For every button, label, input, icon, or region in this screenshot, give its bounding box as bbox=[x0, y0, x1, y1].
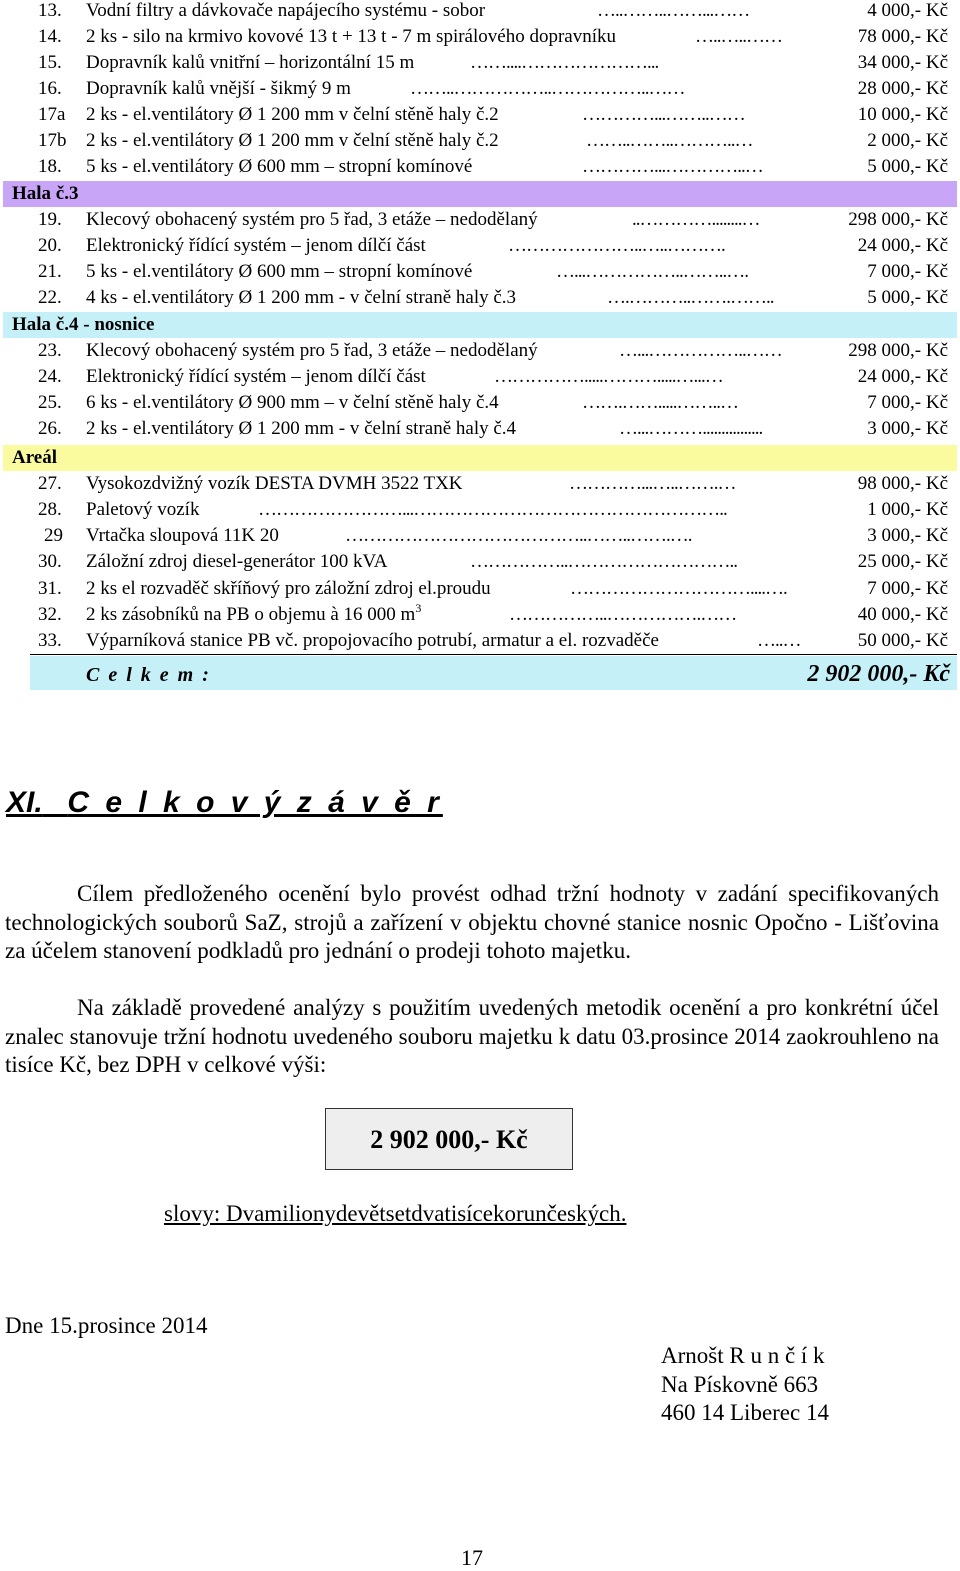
row-leader-dots: …….…….....……..… bbox=[582, 392, 738, 413]
row-number: 30. bbox=[38, 551, 62, 572]
row-leader-dots: …...……………..…… bbox=[619, 340, 782, 361]
table-row bbox=[0, 24, 960, 50]
table-row bbox=[0, 523, 960, 549]
row-description bbox=[86, 602, 421, 628]
table-row bbox=[0, 497, 960, 523]
row-number: 18. bbox=[38, 156, 62, 177]
row-description: Klecový obohacený systém pro 5 řad, 3 etáže – nedodělaný bbox=[86, 340, 538, 361]
page-number: 17 bbox=[461, 1545, 483, 1570]
table-row bbox=[0, 76, 960, 102]
row-price: 7 000,- Kč bbox=[867, 261, 948, 282]
row-number: 20. bbox=[38, 235, 62, 256]
table-row bbox=[0, 102, 960, 128]
section-header-hala3 bbox=[3, 181, 957, 207]
table-row bbox=[0, 233, 960, 259]
total-row bbox=[30, 656, 957, 690]
row-leader-dots: …………...…………..… bbox=[582, 156, 763, 177]
row-leader-dots: ……………..…………….…… bbox=[509, 604, 737, 625]
table-row bbox=[0, 0, 960, 24]
row-description-text: 2 ks zásobníků na PB o objemu à 16 000 m bbox=[86, 604, 416, 625]
row-leader-dots: …..……..……...…… bbox=[597, 0, 750, 21]
row-leader-dots: …………………..…..………. bbox=[508, 235, 725, 256]
row-number: 21. bbox=[38, 261, 62, 282]
row-description: Záložní zdroj diesel-generátor 100 kVA bbox=[86, 551, 388, 572]
row-price: 3 000,- Kč bbox=[867, 418, 948, 439]
section-number: XI. bbox=[6, 786, 43, 819]
row-number: 24. bbox=[38, 366, 62, 387]
row-leader-dots: …...………................ bbox=[619, 418, 763, 439]
row-description: 4 ks - el.ventilátory Ø 1 200 mm - v čelní straně haly č.3 bbox=[86, 287, 517, 308]
table-row bbox=[0, 207, 960, 233]
row-description: 5 ks - el.ventilátory Ø 600 mm – stropní komínové bbox=[86, 156, 473, 177]
row-price: 7 000,- Kč bbox=[867, 392, 948, 413]
row-description: 2 ks - el.ventilátory Ø 1 200 mm - v čelní straně haly č.4 bbox=[86, 418, 517, 439]
row-leader-dots: ……..……..………..… bbox=[586, 130, 753, 151]
row-leader-dots: ..…………........… bbox=[632, 209, 760, 230]
row-description: Vodní filtry a dávkovače napájecího systému - sobor bbox=[86, 0, 486, 21]
section-title: C e l k o v ý z á v ě r bbox=[67, 786, 443, 819]
row-description: 2 ks el rozvaděč skříňový pro záložní zdroj el.proudu bbox=[86, 578, 491, 599]
row-price: 3 000,- Kč bbox=[867, 525, 948, 546]
table-row bbox=[0, 549, 960, 575]
row-price: 50 000,- Kč bbox=[857, 630, 948, 651]
row-price: 24 000,- Kč bbox=[857, 366, 948, 387]
row-description: 2 ks - el.ventilátory Ø 1 200 mm v čelní stěně haly č.2 bbox=[86, 104, 499, 125]
row-description: Dopravník kalů vnější - šikmý 9 m bbox=[86, 78, 351, 99]
row-number: 23. bbox=[38, 340, 62, 361]
row-price: 98 000,- Kč bbox=[857, 473, 948, 494]
row-leader-dots: …..…..…… bbox=[695, 26, 782, 47]
row-leader-dots: …………...……..…… bbox=[582, 104, 745, 125]
row-number: 19. bbox=[38, 209, 62, 230]
row-number: 22. bbox=[38, 287, 62, 308]
row-number: 33. bbox=[38, 630, 62, 651]
row-description: Paletový vozík bbox=[86, 499, 200, 520]
total-value: 2 902 000,- Kč bbox=[807, 661, 950, 687]
table-row bbox=[0, 576, 960, 602]
table-row bbox=[0, 390, 960, 416]
table-row bbox=[0, 154, 960, 180]
row-price: 28 000,- Kč bbox=[857, 78, 948, 99]
row-price: 5 000,- Kč bbox=[867, 287, 948, 308]
table-row bbox=[0, 128, 960, 154]
row-price: 10 000,- Kč bbox=[857, 104, 948, 125]
table-row bbox=[0, 259, 960, 285]
table-row bbox=[0, 364, 960, 390]
row-number: 31. bbox=[38, 578, 62, 599]
row-leader-dots: ……………..……………………….. bbox=[470, 551, 737, 572]
row-number: 26. bbox=[38, 418, 62, 439]
row-leader-dots: ….………..…….…….. bbox=[607, 287, 774, 308]
row-price: 5 000,- Kč bbox=[867, 156, 948, 177]
table-row bbox=[0, 602, 960, 628]
document-date: Dne 15.prosince 2014 bbox=[5, 1313, 208, 1338]
row-description: Dopravník kalů vnitřní – horizontální 15 m bbox=[86, 52, 415, 73]
row-leader-dots: …………………………………..……..…….…. bbox=[345, 525, 692, 546]
row-number: 28. bbox=[38, 499, 62, 520]
section-header-hala4 bbox=[3, 312, 957, 338]
table-row bbox=[0, 628, 960, 654]
row-number: 14. bbox=[38, 26, 62, 47]
row-leader-dots: …...……………..……..…. bbox=[556, 261, 748, 282]
row-price: 1 000,- Kč bbox=[867, 499, 948, 520]
row-description: 5 ks - el.ventilátory Ø 600 mm – stropní komínové bbox=[86, 261, 473, 282]
row-leader-dots: …………………………....…. bbox=[570, 578, 787, 599]
row-leader-dots: ……....…………………... bbox=[470, 52, 659, 73]
section-header-label: Hala č.3 bbox=[12, 183, 79, 204]
total-label: C e l k e m : bbox=[86, 664, 211, 686]
row-leader-dots: ……..……………..……………..…… bbox=[410, 78, 685, 99]
row-price: 2 000,- Kč bbox=[867, 130, 948, 151]
row-description: 2 ks - silo na krmivo kovové 13 t + 13 t - 7 m spirálového dopravníku bbox=[86, 26, 616, 47]
row-number: 32. bbox=[38, 604, 62, 625]
conclusion-paragraph-1: Cílem předloženého ocenění bylo provést odhad tržní hodnoty v zadání specifikovaných technologických souborů SaZ, strojů a zařízení v objektu chovné stanice nosnic Opočno - Lišťovina za účelem stanovení podkladů pro jednání o prodeji tohoto majetku. bbox=[5, 881, 939, 963]
signature-street: Na Pískovně 663 bbox=[661, 1371, 819, 1397]
table-divider bbox=[30, 654, 957, 655]
row-price: 4 000,- Kč bbox=[867, 0, 948, 21]
row-leader-dots: …..… bbox=[757, 630, 801, 651]
table-row bbox=[0, 50, 960, 76]
value-in-words: slovy: Dvamilionydevětsetdvatisícekorunčeských. bbox=[164, 1201, 627, 1226]
signature-name: Arnošt R u n č í k bbox=[661, 1343, 825, 1368]
row-price: 34 000,- Kč bbox=[857, 52, 948, 73]
row-leader-dots: …………….....……….....…...… bbox=[494, 366, 723, 387]
signature-city: 460 14 Liberec 14 bbox=[661, 1400, 829, 1425]
row-description: Vysokozdvižný vozík DESTA DVMH 3522 TXK bbox=[86, 473, 463, 494]
row-price: 78 000,- Kč bbox=[857, 26, 948, 47]
row-price: 7 000,- Kč bbox=[867, 578, 948, 599]
row-number: 13. bbox=[38, 0, 62, 21]
section-header-label: Hala č.4 - nosnice bbox=[12, 314, 155, 335]
row-description: 2 ks - el.ventilátory Ø 1 200 mm v čelní stěně haly č.2 bbox=[86, 130, 499, 151]
row-price: 298 000,- Kč bbox=[848, 340, 948, 361]
row-price: 298 000,- Kč bbox=[848, 209, 948, 230]
row-description: Výparníková stanice PB vč. propojovacího potrubí, armatur a el. rozvaděče bbox=[86, 630, 659, 651]
row-description: Vrtačka sloupová 11K 20 bbox=[86, 525, 279, 546]
row-description: Klecový obohacený systém pro 5 řad, 3 etáže – nedodělaný bbox=[86, 209, 538, 230]
row-price: 25 000,- Kč bbox=[857, 551, 948, 572]
row-number: 17a bbox=[38, 104, 66, 125]
section-heading bbox=[6, 786, 443, 820]
row-number: 15. bbox=[38, 52, 62, 73]
row-price: 40 000,- Kč bbox=[857, 604, 948, 625]
table-row bbox=[0, 416, 960, 442]
signature-block bbox=[661, 1342, 829, 1428]
final-value: 2 902 000,- Kč bbox=[370, 1125, 528, 1154]
row-leader-dots: …………...…..…….… bbox=[569, 473, 736, 494]
table-row bbox=[0, 338, 960, 364]
row-number: 27. bbox=[38, 473, 62, 494]
row-price: 24 000,- Kč bbox=[857, 235, 948, 256]
superscript-exponent: 3 bbox=[415, 601, 422, 615]
row-description: Elektronický řídící systém – jenom dílčí část bbox=[86, 366, 426, 387]
table-row bbox=[0, 471, 960, 497]
row-number: 25. bbox=[38, 392, 62, 413]
row-leader-dots: ……………………...…………………………………………….. bbox=[258, 499, 727, 520]
final-value-box bbox=[325, 1108, 573, 1170]
row-description: Elektronický řídící systém – jenom dílčí část bbox=[86, 235, 426, 256]
section-header-areal bbox=[3, 445, 957, 471]
row-number: 17b bbox=[38, 130, 67, 151]
section-header-label: Areál bbox=[12, 447, 58, 468]
conclusion-paragraph-2: Na základě provedené analýzy s použitím uvedených metodik ocenění a pro konkrétní účel znalec stanovuje tržní hodnotu uvedeného souboru majetku k datu 03.prosince 2014 zaokrouhleno na tisíce Kč, bez DPH v celkové výši: bbox=[5, 995, 939, 1077]
row-number: 16. bbox=[38, 78, 62, 99]
row-description: 6 ks - el.ventilátory Ø 900 mm – v čelní stěně haly č.4 bbox=[86, 392, 499, 413]
row-number: 29 bbox=[44, 525, 63, 546]
table-row bbox=[0, 285, 960, 311]
